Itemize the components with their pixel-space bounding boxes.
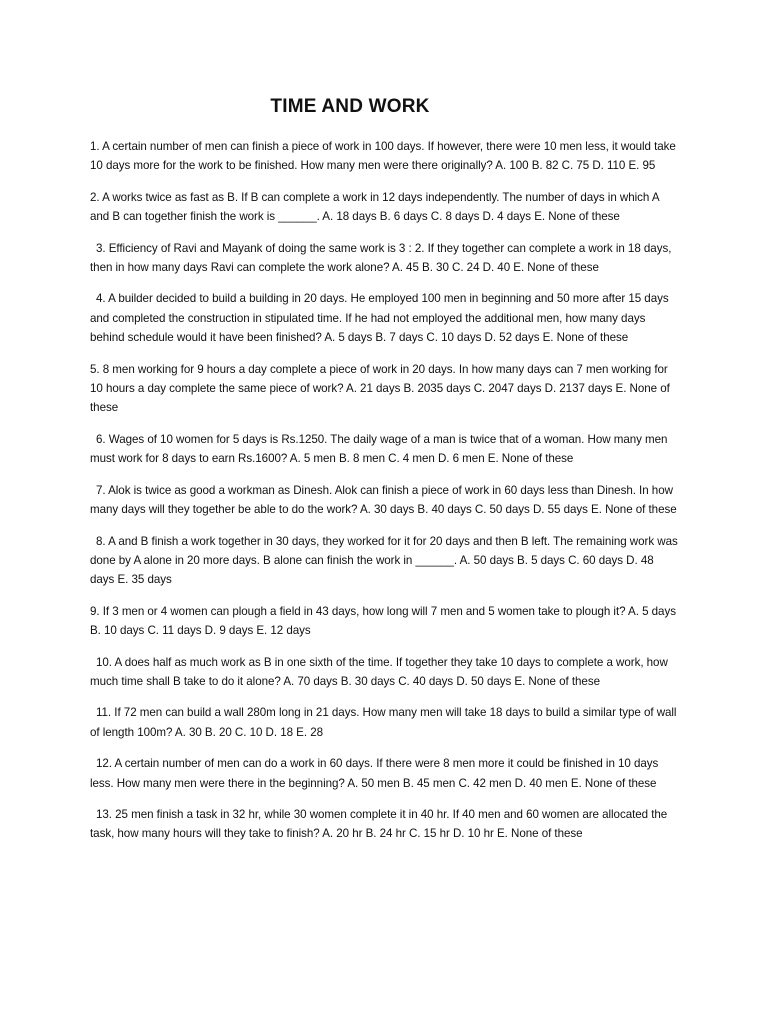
question-item: 13. 25 men finish a task in 32 hr, while 30 women complete it in 40 hr. If 40 men and 60 women are allocated the task, how many hours will they take to finish? A. 20 hr B. 24 hr C. 15 hr D. 10 hr E. None of these (90, 807, 668, 841)
page-title: TIME AND WORK (270, 96, 430, 117)
question-item: 5. 8 men working for 9 hours a day complete a piece of work in 20 days. In how many days can 7 men working for 10 hours a day complete the same piece of work? A. 21 days B. 2035 days C. 2047 days D. 2137 days E. None of these (90, 362, 670, 415)
question-item: 12. A certain number of men can do a work in 60 days. If there were 8 men more it could be finished in 10 days less. How many men were there in the beginning? A. 50 men B. 45 men C. 42 men D. 40 men E. None of these (90, 757, 659, 790)
question-item: 2. A works twice as fast as B. If B can complete a work in 12 days independently. The number of days in which A and B can together finish the work is ______. A. 18 days B. 6 days C. 8 days D. 4 days E. None of these (90, 190, 659, 224)
question-item: 7. Alok is twice as good a workman as Dinesh. Alok can finish a piece of work in 60 days less than Dinesh. In how many days will they together be able to do the work? A. 30 days B. 40 days C. 50 days D. 55 days E. None of these (90, 483, 677, 517)
question-item: 11. If 72 men can build a wall 280m long in 21 days. How many men will take 18 days to build a similar type of wall of length 100m? A. 30 B. 20 C. 10 D. 18 E. 28 (90, 706, 677, 739)
question-item: 6. Wages of 10 women for 5 days is Rs.1250. The daily wage of a man is twice that of a woman. How many men must work for 8 days to earn Rs.1600? A. 5 men B. 8 men C. 4 men D. 6 men E. None of these (90, 432, 668, 466)
question-list (90, 137, 680, 856)
question-item: 1. A certain number of men can finish a piece of work in 100 days. If however, there were 10 men less, it would take 10 days more for the work to be finished. How many men were there originally? A. 100 B. 82 C. 75 D. 110 E. 95 (90, 140, 676, 173)
question-item: 10. A does half as much work as B in one sixth of the time. If together they take 10 days to complete a work, how much time shall B take to do it alone? A. 70 days B. 30 days C. 40 days D. 50 days E. None of these (90, 655, 668, 688)
question-item: 8. A and B finish a work together in 30 days, they worked for it for 20 days and then B left. The remaining work was done by A alone in 20 more days. B alone can finish the work in ______. A. 50 days B. 5 days C. 60 days D. 48 days E. 35 days (90, 534, 678, 587)
question-item: 4. A builder decided to build a building in 20 days. He employed 100 men in beginning and 50 more after 15 days and completed the construction in stipulated time. If he had not employed the additional men, how many days behind schedule would it have been finished? A. 5 days B. 7 days C. 10 days D. 52 days E. None of these (90, 292, 669, 345)
question-item: 9. If 3 men or 4 women can plough a field in 43 days, how long will 7 men and 5 women take to plough it? A. 5 days B. 10 days C. 11 days D. 9 days E. 12 days (90, 604, 676, 638)
question-item: 3. Efficiency of Ravi and Mayank of doing the same work is 3 : 2. If they together can complete a work in 18 days, then in how many days Ravi can complete the work alone? A. 45 B. 30 C. 24 D. 40 E. None of these (90, 241, 672, 275)
